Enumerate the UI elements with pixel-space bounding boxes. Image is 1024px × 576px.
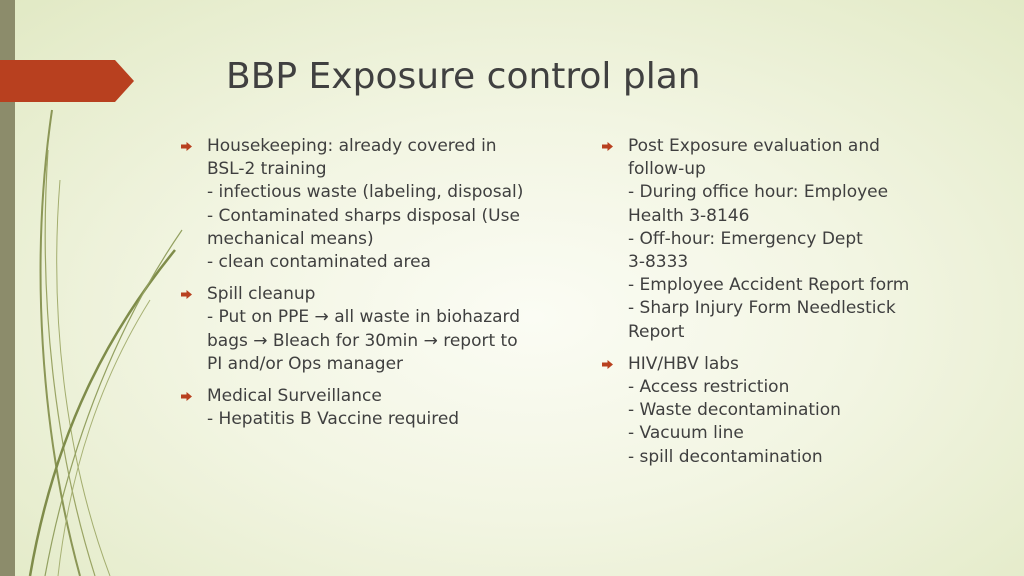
bullet-line: - Sharp Injury Form Needlestick	[628, 298, 896, 319]
bullet-line: HIV/HBV labs	[628, 353, 739, 374]
left-column	[181, 135, 561, 440]
bullet-line: Post Exposure evaluation and	[628, 136, 880, 156]
bullet-line: - During office hour: Employee	[628, 182, 889, 203]
bullet-spill-cleanup	[181, 283, 561, 376]
bullet-hiv-hbv-labs	[602, 353, 1012, 469]
bullet-line: - clean contaminated area	[207, 252, 431, 273]
bullet-line: Medical Surveillance	[207, 386, 382, 407]
right-arrow-bullet-icon	[602, 142, 613, 151]
right-arrow-bullet-icon	[181, 142, 192, 151]
title-accent-arrow	[0, 60, 134, 102]
bullet-line: - Waste decontamination	[628, 400, 841, 421]
bullet-medical-surveillance	[181, 385, 561, 431]
bullet-line: - Off-hour: Emergency Dept	[628, 228, 863, 249]
right-arrow-bullet-icon	[602, 360, 613, 369]
bullet-line: - Hepatitis B Vaccine required	[207, 409, 460, 430]
bullet-line: - Contaminated sharps disposal (Use	[207, 205, 520, 226]
bullet-line: BSL-2 training	[207, 159, 327, 180]
bullet-line: 3-8333	[628, 252, 689, 273]
slide-title: BBP Exposure control plan	[226, 56, 701, 97]
bullet-line: - Vacuum line	[628, 423, 744, 444]
bullet-line: - Employee Accident Report form	[628, 275, 910, 296]
right-arrow-bullet-icon	[181, 392, 192, 401]
right-arrow-bullet-icon	[181, 290, 192, 299]
right-column	[602, 135, 1012, 478]
bullet-housekeeping	[181, 135, 561, 274]
bullet-line: - Access restriction	[628, 377, 790, 398]
bullet-line: Health 3-8146	[628, 205, 750, 226]
bullet-line: PI and/or Ops manager	[207, 353, 404, 374]
bullet-line: - infectious waste (labeling, disposal)	[207, 182, 524, 203]
bullet-line: follow-up	[628, 159, 706, 180]
bullet-line: - spill decontamination	[628, 446, 823, 467]
bullet-post-exposure	[602, 135, 1012, 344]
bullet-line: mechanical means)	[207, 228, 374, 249]
bullet-line: Housekeeping: already covered in	[207, 136, 497, 156]
bullet-line: Report	[628, 321, 685, 342]
bullet-line: bags → Bleach for 30min → report to	[207, 330, 518, 351]
bullet-line: - Put on PPE → all waste in biohazard	[207, 307, 521, 328]
bullet-line: Spill cleanup	[207, 284, 316, 305]
